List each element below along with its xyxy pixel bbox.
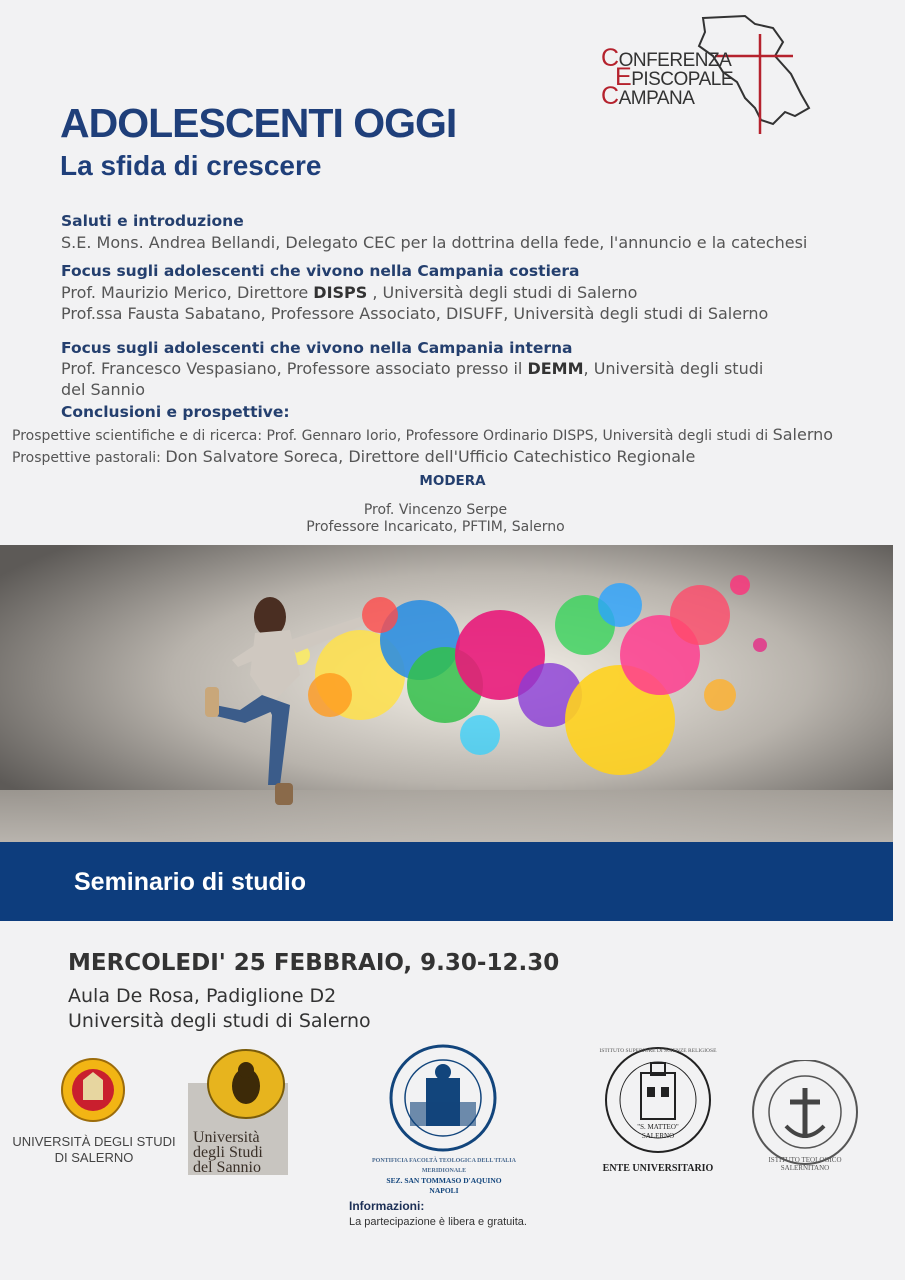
info-heading: Informazioni: [349, 1199, 425, 1213]
section-heading-conclusions: Conclusioni e prospettive: [61, 403, 290, 421]
speaker-merico-b: DISPS [313, 283, 368, 302]
hero-image [0, 545, 893, 842]
cec-cap-e: E [615, 63, 632, 91]
seminar-banner-label: Seminario di studio [74, 868, 306, 896]
pftim-ring-text: PONTIFICIA FACOLTÀ TEOLOGICA DELL'ITALIA MERIDIONALE [372, 1158, 516, 1174]
event-room: Aula De Rosa, Padiglione D2 [68, 985, 337, 1007]
speaker-vespasiano-c: , Università degli studi [583, 359, 764, 378]
speaker-vespasiano-b: DEMM [527, 359, 584, 378]
speaker-iorio [12, 424, 833, 447]
section-heading-intro: Saluti e introduzione [61, 212, 244, 230]
pftim-seal-icon [370, 1040, 520, 1152]
sannio-name-2: degli Studi [193, 1144, 263, 1161]
cec-line3: AMPANA [618, 88, 695, 109]
issr-logo [595, 1045, 725, 1180]
speaker-vespasiano-cont: del Sannio [61, 380, 146, 399]
cec-line1: ONFERENZA [618, 50, 732, 71]
unisa-name-1: UNIVERSITÀ DEGLI STUDI [12, 1134, 176, 1149]
section-heading-inland: Focus sugli adolescenti che vivono nella Campania interna [61, 339, 573, 357]
cec-line2: PISCOPALE [631, 69, 733, 90]
speaker-soreca [12, 446, 695, 469]
sannio-name-1: Università [193, 1129, 260, 1146]
speaker-vespasiano [61, 358, 763, 379]
unisa-logo [12, 1050, 182, 1170]
speaker-merico-a: Prof. Maurizio Merico, Direttore [61, 283, 314, 302]
sannio-logo [188, 1048, 293, 1180]
sannio-coin-icon [206, 1048, 296, 1123]
speaker-merico [61, 282, 637, 303]
cec-logo [595, 12, 815, 137]
speaker-soreca-b: Don Salvatore Soreca, Direttore dell'Ufficio Catechistico Regionale [165, 447, 696, 466]
moderator-name: Prof. Vincenzo Serpe [363, 502, 508, 518]
moderator-heading: MODERA [419, 473, 486, 489]
dancer-paint-splash-illustration [0, 545, 893, 842]
seminar-banner [0, 842, 893, 921]
event-venue: Università degli studi di Salerno [68, 1010, 371, 1032]
speaker-bellandi: S.E. Mons. Andrea Bellandi, Delegato CEC per la dottrina della fede, l'annuncio e la catechesi [61, 233, 808, 252]
its-logo [750, 1060, 865, 1175]
sannio-name-3: del Sannio [193, 1159, 261, 1176]
issr-ring-text: ISTITUTO SUPERIORE DI SCIENZE RELIGIOSE [599, 1048, 717, 1054]
speaker-vespasiano-a: Prof. Francesco Vespasiano, Professore associato presso il [61, 359, 528, 378]
speaker-soreca-a: Prospettive pastorali: [12, 450, 166, 466]
unisa-seal-icon [12, 1050, 182, 1130]
info-text: La partecipazione è libera e gratuita. [349, 1216, 527, 1228]
cec-cap-c2: C [601, 82, 619, 110]
pftim-city: NAPOLI [429, 1186, 459, 1195]
its-anchor-cross-icon [750, 1060, 865, 1168]
page-title: ADOLESCENTI OGGI [60, 100, 457, 146]
speaker-merico-c: , Università degli studi di Salerno [367, 283, 638, 302]
section-heading-coastal: Focus sugli adolescenti che vivono nella Campania costiera [61, 262, 580, 280]
speaker-iorio-a: Prospettive scientifiche e di ricerca: Prof. Gennaro Iorio, Professore Ordinario DISPS, Università degli studi di [12, 428, 773, 444]
speaker-iorio-b: Salerno [772, 425, 834, 444]
cec-cap-c: C [601, 44, 619, 72]
issr-seal-city: SALERNO [641, 1132, 675, 1140]
speaker-sabatano: Prof.ssa Fausta Sabatano, Professore Associato, DISUFF, Università degli studi di Salerno [61, 304, 769, 323]
pftim-logo [370, 1040, 520, 1195]
issr-seal-name: "S. MATTEO" [637, 1123, 679, 1131]
unisa-name-2: DI SALERNO [54, 1150, 134, 1165]
issr-caption: ENTE UNIVERSITARIO [602, 1163, 714, 1174]
pftim-section: SEZ. SAN TOMMASO D'AQUINO [386, 1176, 502, 1185]
event-date: MERCOLEDI' 25 FEBBRAIO, 9.30-12.30 [68, 950, 560, 976]
page-subtitle: La sfida di crescere [60, 150, 322, 181]
its-ring-text: ISTITUTO TEOLOGICO SALERNITANO [768, 1156, 842, 1172]
moderator-role: Professore Incaricato, PFTIM, Salerno [306, 519, 565, 535]
